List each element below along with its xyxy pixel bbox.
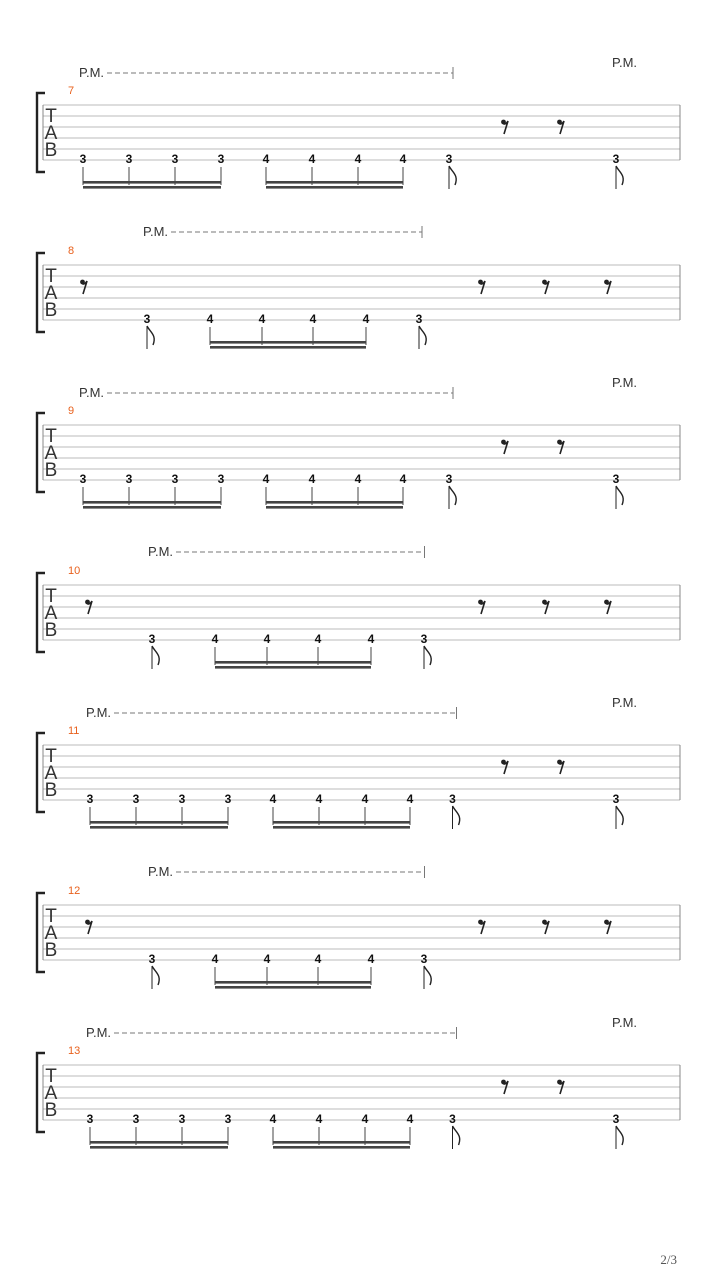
- fret-number: 4: [315, 1112, 323, 1126]
- tab-clef-letter: A: [44, 123, 58, 144]
- note-flag-icon: [616, 806, 623, 825]
- tab-system-12: [37, 864, 680, 989]
- fret-number: 3: [143, 312, 151, 326]
- fret-number: 4: [263, 632, 271, 646]
- fret-number: 4: [367, 632, 375, 646]
- tab-clef-letter: T: [45, 106, 57, 127]
- fret-number: 3: [612, 472, 620, 486]
- fret-number: 3: [132, 1112, 140, 1126]
- tab-system-7: [37, 55, 680, 189]
- note-flag-icon: [424, 966, 431, 985]
- note-flag-icon: [616, 1126, 623, 1145]
- note-flag-icon: [419, 326, 426, 345]
- note-flag-icon: [616, 486, 623, 505]
- note-flag-icon: [152, 966, 159, 985]
- fret-number: 3: [612, 1112, 620, 1126]
- page-number: 2/3: [660, 1252, 677, 1267]
- measure-number: 11: [68, 725, 80, 737]
- tab-system-8: [37, 224, 680, 349]
- fret-number: 4: [354, 152, 362, 166]
- beam: [273, 821, 410, 824]
- fret-number: 3: [449, 1112, 456, 1126]
- tab-clef-letter: A: [44, 283, 58, 304]
- note-flag-icon: [147, 326, 154, 345]
- beam: [210, 341, 366, 344]
- tab-clef-letter: T: [45, 906, 57, 927]
- beam: [273, 1141, 410, 1144]
- fret-number: 4: [399, 472, 407, 486]
- tab-clef-letter: A: [44, 603, 58, 624]
- beam: [90, 826, 228, 829]
- fret-number: 3: [171, 152, 179, 166]
- fret-number: 3: [224, 1112, 232, 1126]
- fret-number: 3: [415, 312, 423, 326]
- fret-number: 3: [612, 152, 620, 166]
- beam: [215, 986, 371, 989]
- beam: [90, 1141, 228, 1144]
- note-flag-icon: [152, 646, 159, 665]
- tab-clef-letter: B: [44, 460, 58, 481]
- tab-clef-letter: B: [44, 140, 58, 161]
- tab-clef-letter: T: [45, 746, 57, 767]
- fret-number: 4: [399, 152, 407, 166]
- tab-clef-letter: B: [44, 300, 58, 321]
- palm-mute-label: P.M.: [612, 55, 638, 70]
- fret-number: 4: [308, 472, 316, 486]
- tab-clef-letter: B: [44, 940, 58, 961]
- fret-number: 4: [354, 472, 362, 486]
- tab-clef-letter: B: [44, 620, 58, 641]
- tab-clef-letter: T: [45, 426, 57, 447]
- beam: [273, 1146, 410, 1149]
- fret-number: 4: [269, 1112, 277, 1126]
- beam: [266, 186, 403, 189]
- fret-number: 4: [308, 152, 316, 166]
- fret-number: 3: [612, 792, 620, 806]
- fret-number: 3: [449, 792, 456, 806]
- fret-number: 3: [79, 152, 87, 166]
- tab-clef-letter: A: [44, 1083, 58, 1104]
- fret-number: 4: [406, 1112, 414, 1126]
- fret-number: 4: [262, 472, 270, 486]
- fret-number: 4: [258, 312, 266, 326]
- palm-mute-label: P.M.: [86, 705, 112, 720]
- tab-clef-letter: A: [44, 923, 58, 944]
- palm-mute-label: P.M.: [79, 65, 105, 80]
- beam: [215, 666, 371, 669]
- tab-clef-letter: T: [45, 586, 57, 607]
- beam: [273, 826, 410, 829]
- tab-clef-letter: A: [44, 763, 58, 784]
- fret-number: 3: [420, 632, 428, 646]
- fret-number: 3: [86, 792, 94, 806]
- palm-mute-label: P.M.: [148, 544, 174, 559]
- fret-number: 4: [309, 312, 317, 326]
- palm-mute-label: P.M.: [612, 695, 638, 710]
- note-flag-icon: [449, 166, 456, 185]
- palm-mute-label: P.M.: [143, 224, 169, 239]
- tab-clef-letter: A: [44, 443, 58, 464]
- fret-number: 4: [406, 792, 414, 806]
- fret-number: 4: [263, 952, 271, 966]
- fret-number: 3: [420, 952, 428, 966]
- tab-system-10: [37, 544, 680, 669]
- note-flag-icon: [449, 486, 456, 505]
- palm-mute-label: P.M.: [79, 385, 105, 400]
- beam: [215, 661, 371, 664]
- beam: [83, 506, 221, 509]
- fret-number: 3: [217, 152, 225, 166]
- beam: [90, 821, 228, 824]
- fret-number: 3: [224, 792, 232, 806]
- fret-number: 4: [361, 792, 369, 806]
- note-flag-icon: [616, 166, 623, 185]
- palm-mute-label: P.M.: [148, 864, 174, 879]
- note-flag-icon: [453, 1126, 460, 1145]
- fret-number: 4: [361, 1112, 369, 1126]
- fret-number: 3: [171, 472, 179, 486]
- fret-number: 4: [269, 792, 277, 806]
- beam: [83, 501, 221, 504]
- fret-number: 3: [217, 472, 225, 486]
- tab-clef-letter: B: [44, 780, 58, 801]
- fret-number: 3: [125, 472, 133, 486]
- measure-number: 7: [68, 85, 75, 97]
- measure-number: 12: [68, 885, 81, 897]
- fret-number: 3: [79, 472, 87, 486]
- fret-number: 3: [148, 952, 156, 966]
- beam: [266, 506, 403, 509]
- palm-mute-label: P.M.: [612, 1015, 638, 1030]
- fret-number: 4: [362, 312, 370, 326]
- measure-number: 13: [68, 1045, 81, 1057]
- note-flag-icon: [453, 806, 460, 825]
- fret-number: 3: [445, 472, 453, 486]
- measure-number: 9: [68, 405, 75, 417]
- tab-system-9: [37, 375, 680, 509]
- tab-clef-letter: T: [45, 1066, 57, 1087]
- fret-number: 3: [132, 792, 140, 806]
- fret-number: 3: [178, 1112, 186, 1126]
- beam: [210, 346, 366, 349]
- palm-mute-label: P.M.: [86, 1025, 112, 1040]
- tab-system-11: [37, 695, 680, 829]
- fret-number: 4: [206, 312, 214, 326]
- tab-clef-letter: B: [44, 1100, 58, 1121]
- fret-number: 4: [315, 792, 323, 806]
- measure-number: 10: [68, 565, 81, 577]
- tab-system-13: [37, 1015, 680, 1149]
- beam: [83, 186, 221, 189]
- beam: [215, 981, 371, 984]
- fret-number: 3: [445, 152, 453, 166]
- measure-number: 8: [68, 245, 75, 257]
- fret-number: 3: [148, 632, 156, 646]
- fret-number: 4: [211, 952, 219, 966]
- fret-number: 4: [211, 632, 219, 646]
- note-flag-icon: [424, 646, 431, 665]
- fret-number: 3: [178, 792, 186, 806]
- fret-number: 4: [367, 952, 375, 966]
- fret-number: 4: [262, 152, 270, 166]
- fret-number: 3: [125, 152, 133, 166]
- fret-number: 3: [86, 1112, 94, 1126]
- palm-mute-label: P.M.: [612, 375, 638, 390]
- tab-clef-letter: T: [45, 266, 57, 287]
- fret-number: 4: [314, 632, 322, 646]
- fret-number: 4: [314, 952, 322, 966]
- beam: [83, 181, 221, 184]
- beam: [266, 501, 403, 504]
- beam: [90, 1146, 228, 1149]
- beam: [266, 181, 403, 184]
